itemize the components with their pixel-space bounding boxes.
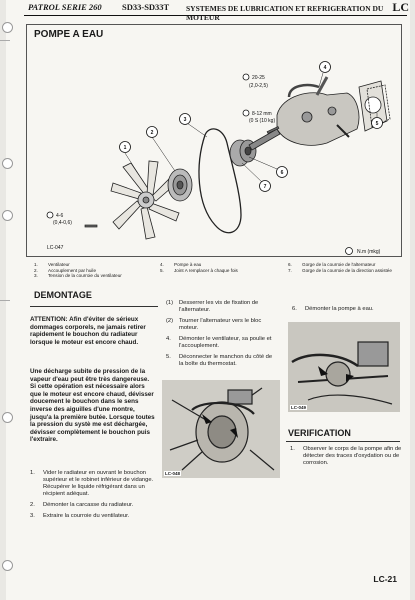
section-rule [30,306,158,307]
callout-label-1: 1 [123,145,127,151]
torque-2-value: 8-12 mm [252,111,272,117]
fan-drawing [111,161,179,239]
torque-unit-symbol [346,248,353,255]
legend-item: 7. Gorge de la courroie de la direction assistée [288,267,392,273]
binder-hole [2,412,13,423]
step-item: 5. Déconnecter le manchon du côté de la boîte du thermostat. [166,354,273,367]
legend-item: 2. Accouplement par huile [34,267,97,273]
callout-label-2: 2 [150,130,154,136]
section-title-demontage: DEMONTAGE [34,290,92,300]
section-title-verification: VERIFICATION [288,428,351,438]
binder-hole [2,210,13,221]
water-pump-diagram [27,25,399,255]
header-engine: SD33-SD33T [122,2,170,12]
binder-hole [2,560,13,571]
header-section: SYSTEMES DE LUBRICATION ET REFRIGERATION DU MOTEUR [186,4,384,22]
step-item: 3. Extraire la courroie du ventilateur. [30,513,130,519]
legend-item: 6. Gorge de la courroie de l'alternateur [288,262,376,267]
torque-unit: N.m (mkg) [357,249,381,255]
figure-code: LC-047 [47,245,64,251]
photo-fan-removal [162,380,280,478]
legend-item: 4. Pompe à eau [160,262,202,267]
verification-steps [290,446,402,471]
margin-mark [0,300,10,301]
callout-label-7: 7 [263,184,267,190]
legend-item: 5. Joint A remplacer à chaque fois [160,267,238,273]
torque-1-mkg: (2,0-2,5) [249,83,268,89]
step-item: (1) Desserrer les vis de fixation de l'alternateur. [166,300,259,313]
photo-pump-removal [288,322,400,412]
header-rule [24,15,407,16]
section-rule [286,441,400,442]
figure-title: POMPE A EAU [34,29,104,40]
header-code: LC [392,0,409,14]
margin-mark [0,40,10,41]
callout-label-6: 6 [280,170,284,176]
step-item: 2. Démonter la carcasse du radiateur. [30,502,134,508]
step-item: (2) Tourner l'alternateur vers le bloc moteur. [166,318,262,331]
legend-col-1 [34,262,122,279]
photo1-label: LC-048 [165,471,181,476]
callout-label-3: 3 [183,117,187,123]
photo2-label: LC-049 [291,405,307,410]
legend-item: 1. Ventilateur [34,262,70,267]
step-item: 1. Vider le radiateur en ouvrant le bouchon supérieur et le robinet inférieur de vidange. Récupérer le liquide réfrigérant dans un récipient adéquat. [30,470,154,497]
torque-3-value: 4-6 [56,213,64,219]
torque-2-mkg: (0 S (10 kg) [249,118,276,124]
attention-note: ATTENTION: Afin d'éviter de sérieux dommages corporels, ne jamais retirer rapidement le bouchon du radiateur lorsque le moteur est encore chaud. [30,316,146,346]
demontage-step-right [292,306,404,317]
step-item: 4. Démonter le ventilateur, sa poulie et l'accouplement. [166,336,272,349]
header-series: PATROL SERIE 260 [28,2,102,12]
torque-3-mkg: (0,4-0,6) [53,220,72,226]
legend-item: 3. Tension de la courroie du ventilateur [34,273,122,279]
callout-label-4: 4 [323,65,327,71]
binder-hole [2,22,13,33]
torque-symbol-3 [47,212,53,218]
fluid-coupling-drawing [168,169,192,201]
callout-label-5: 5 [375,121,379,127]
pump-body-drawing [277,77,359,145]
legend-col-2 [160,262,238,273]
page-number: LC-21 [373,574,397,584]
torque-symbol-1 [243,74,249,80]
pressure-warning: Une décharge subite de pression de la vapeur d'eau peut être très dangereuse. Si cette opération est nécessaire alors que le moteur est encore chaud, dévisser doucement le bouchon dans le sens inverse des aiguilles d'une montre, jusqu'a la première butée. Lorsque toutes la pression du systè me est déchargée, dévisser complètement le bouchon puis l'extraire. [30,368,155,444]
binder-hole [2,158,13,169]
pulley-drawing [230,129,280,166]
step-item: 6. Démonter la pompe à eau. [292,306,374,312]
figure-frame-bottom [26,256,402,257]
torque-1-value: 20-25 [252,75,265,81]
demontage-steps-mid [166,300,278,372]
demontage-steps-left [30,470,160,524]
legend-col-3 [288,262,392,273]
torque-symbol-2 [243,110,249,116]
step-item: 1. Observer le corps de la pompe afin de détecter des traces d'oxydation ou de corrosion. [290,446,402,466]
